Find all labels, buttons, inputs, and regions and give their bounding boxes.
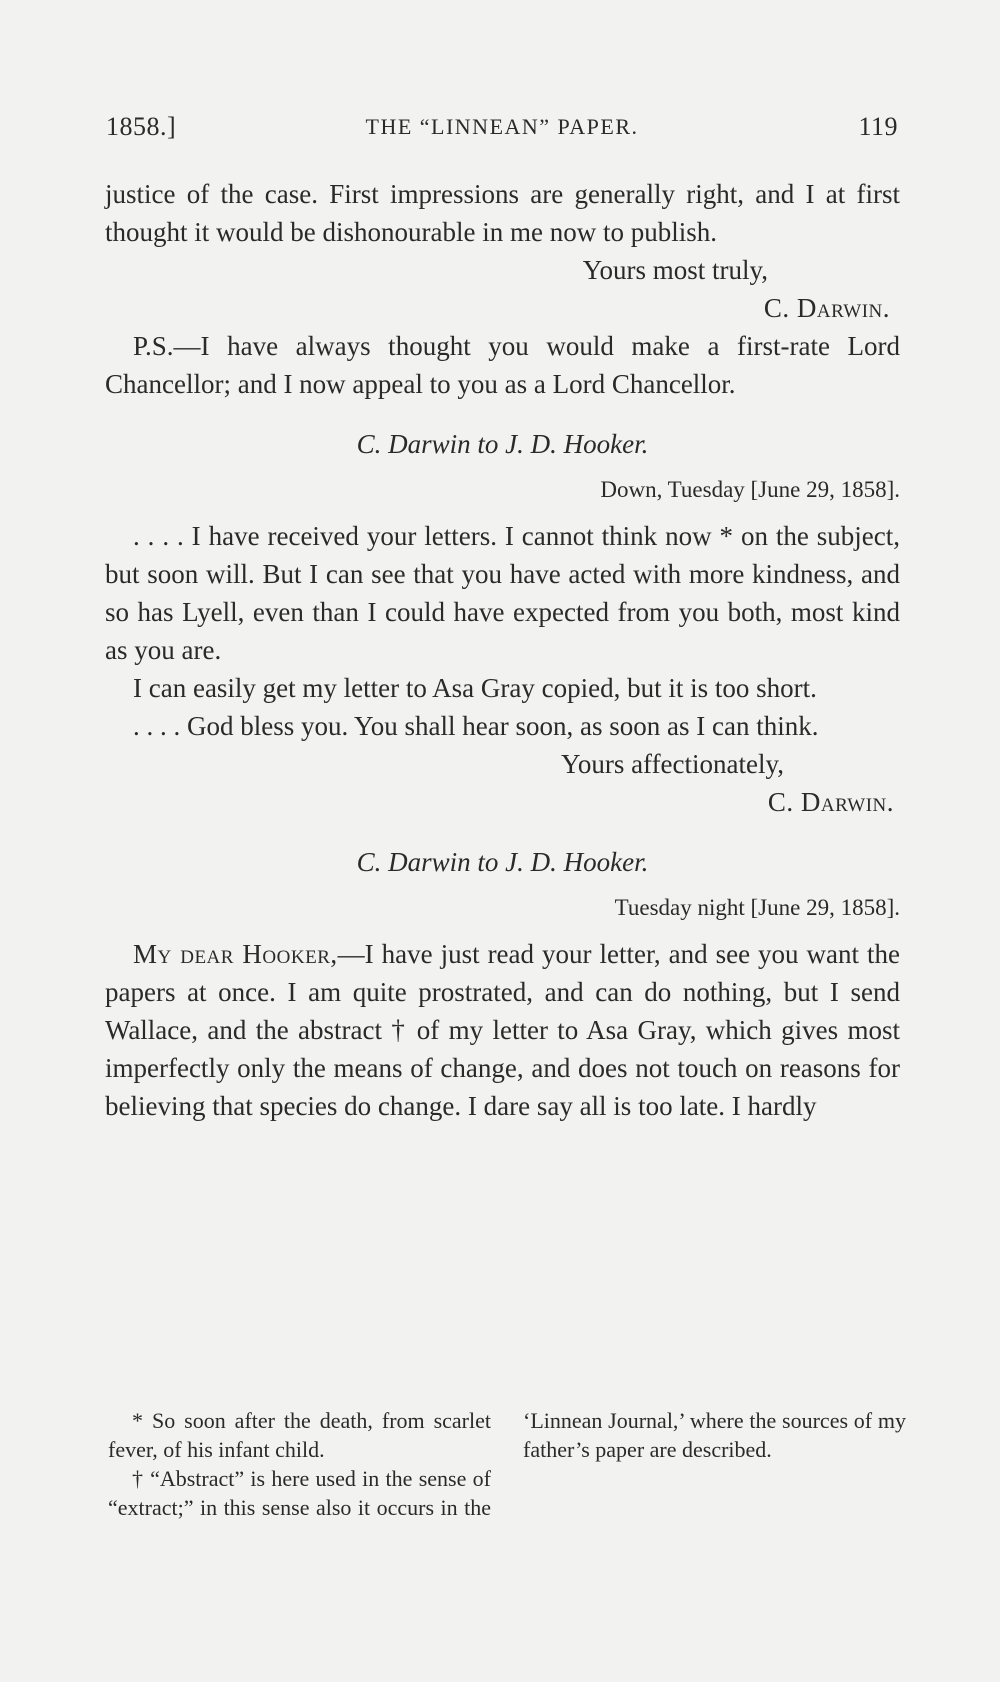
letter3-dateline: Tuesday night [June 29, 1858].: [614, 895, 900, 920]
letter3-salutation: My dear Hooker,: [133, 939, 338, 969]
letter2-dateline: Down, Tuesday [June 29, 1858].: [600, 477, 900, 502]
letter2-para1: . . . . I have received your letters. I cannot think now * on the subject, but soon will. But I can see that you have acted with more kindness, and so has Lyell, even than I could have expected from you both, most kind as you are.: [105, 521, 900, 665]
letter1-text: justice of the case. First impressions are generally right, and I at first thought it would be dishonourable in me now to publish.: [105, 179, 900, 247]
header-year: 1858.]: [106, 112, 177, 141]
letter3-heading: C. Darwin to J. D. Hooker.: [356, 847, 649, 877]
footnote-1: * So soon after the death, from scarlet fever, of his infant child.: [108, 1408, 491, 1462]
footnote-2: † “Abstract” is here used in the sense of “extract;” in this sense also it occurs in the ‘Linnean Journal,’ where the sources of my father’s paper are described.: [108, 1408, 906, 1520]
page-body: [105, 175, 900, 1125]
footnotes: [108, 1406, 906, 1522]
letter2-closing: Yours affectionately,: [561, 749, 784, 779]
footnote-column-left: [108, 1406, 906, 1522]
letter1-closing: Yours most truly,: [582, 255, 768, 285]
letter2-para3: . . . . God bless you. You shall hear soon, as soon as I can think.: [133, 711, 819, 741]
letter2-para2: I can easily get my letter to Asa Gray copied, but it is too short.: [133, 673, 817, 703]
letter2-heading: C. Darwin to J. D. Hooker.: [356, 429, 649, 459]
header-title: THE “LINNEAN” PAPER.: [365, 114, 639, 139]
letter1-postscript: P.S.—I have always thought you would make a first-rate Lord Chancellor; and I now appeal to you as a Lord Chancellor.: [105, 331, 900, 399]
page-number: 119: [858, 112, 898, 141]
letter3-text: —I have just read your letter, and see you want the papers at once. I am quite prostrated, and can do nothing, but I send Wallace, and the abstract † of my letter to Asa Gray, which gives most imperfectly only the means of change, and does not touch on reasons for believing that species do change. I dare say all is too late. I hardly: [105, 939, 901, 1121]
letter2-signature: C. Darwin.: [767, 787, 894, 817]
running-header: [106, 112, 898, 152]
letter1-signature: C. Darwin.: [763, 293, 890, 323]
letter3-para1: [105, 935, 900, 1125]
